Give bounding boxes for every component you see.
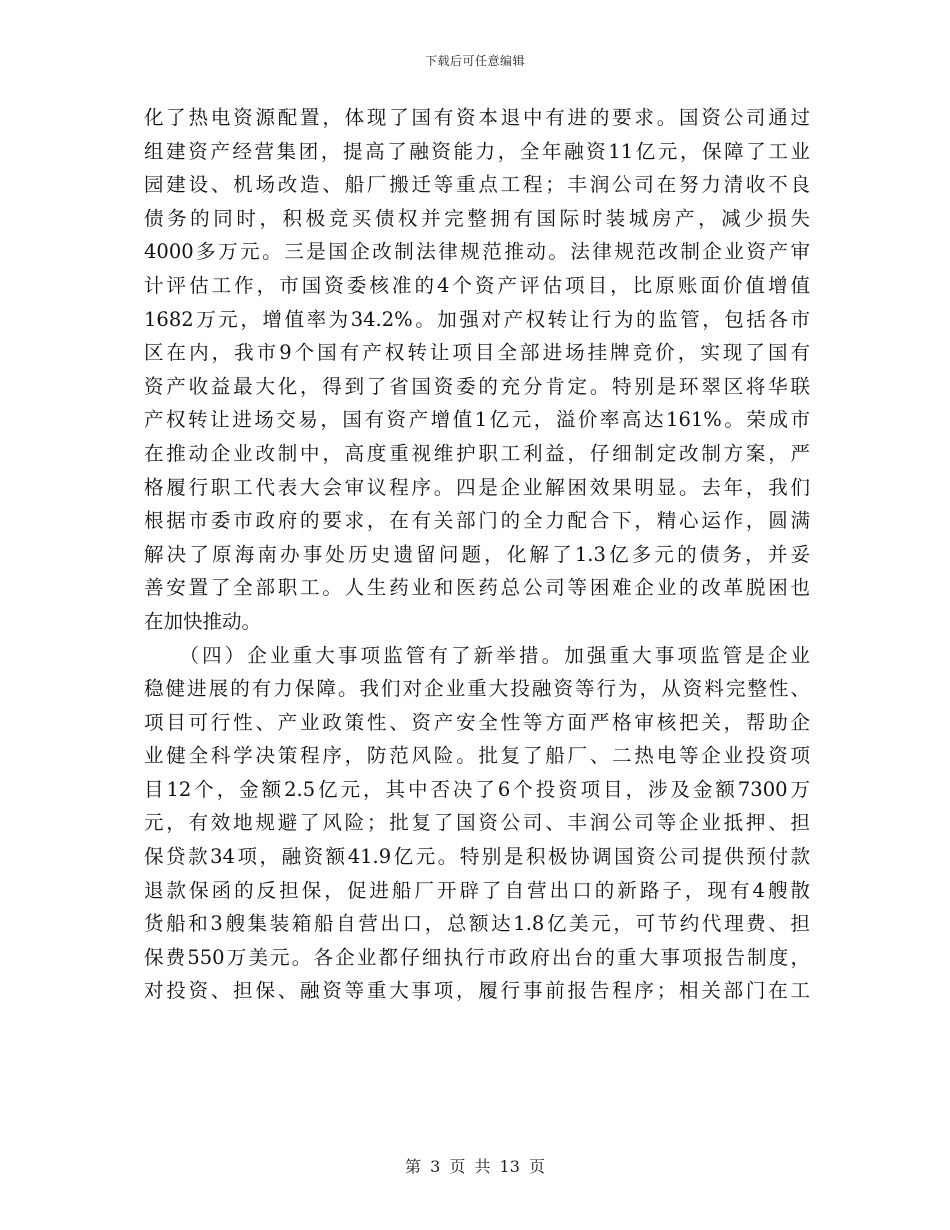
page-footer: 第 3 页 共 13 页 bbox=[405, 1157, 545, 1176]
text-line: 对投资、担保、融资等重大事项，履行事前报告程序；相关部门在工 bbox=[144, 979, 810, 1003]
text-line: 产权转让进场交易，国有资产增值1亿元，溢价率高达161%。荣成市 bbox=[144, 408, 810, 432]
text-line: 保贷款34项，融资额41.9亿元。特别是积极协调国资公司提供预付款 bbox=[144, 845, 810, 869]
text-line: 目12个，金额2.5亿元，其中否决了6个投资项目，涉及金额7300万 bbox=[144, 777, 810, 801]
text-line: 保费550万美元。各企业都仔细执行市政府出台的重大事项报告制度， bbox=[144, 945, 810, 969]
text-line: 区在内，我市9个国有产权转让项目全部进场挂牌竞价，实现了国有 bbox=[144, 341, 810, 365]
text-line: 解决了原海南办事处历史遗留问题，化解了1.3亿多元的债务，并妥 bbox=[144, 542, 810, 566]
page-header: 下载后可任意编辑 bbox=[424, 54, 525, 68]
text-line: 善安置了全部职工。人生药业和医药总公司等困难企业的改革脱困也 bbox=[144, 576, 810, 600]
text-line: 资产收益最大化，得到了省国资委的充分肯定。特别是环翠区将华联 bbox=[144, 374, 810, 398]
text-line: 债务的同时，积极竞买债权并完整拥有国际时装城房产，减少损失 bbox=[144, 206, 810, 230]
text-line: 4000多万元。三是国企改制法律规范推动。法律规范改制企业资产审 bbox=[144, 240, 810, 264]
text-line: 退款保函的反担保，促进船厂开辟了自营出口的新路子，现有4艘散 bbox=[144, 878, 810, 902]
text-line: 业健全科学决策程序，防范风险。批复了船厂、二热电等企业投资项 bbox=[144, 744, 810, 768]
text-line: 稳健进展的有力保障。我们对企业重大投融资等行为，从资料完整性、 bbox=[144, 677, 810, 701]
text-line: 园建设、机场改造、船厂搬迁等重点工程；丰润公司在努力清收不良 bbox=[144, 173, 810, 197]
text-line: 计评估工作，市国资委核准的4个资产评估项目，比原账面价值增值 bbox=[144, 273, 810, 297]
text-line: 货船和3艘集装箱船自营出口，总额达1.8亿美元，可节约代理费、担 bbox=[144, 912, 810, 936]
text-line: 1682万元，增值率为34.2%。加强对产权转让行为的监管，包括各市 bbox=[144, 307, 810, 331]
text-line: 根据市委市政府的要求，在有关部门的全力配合下，精心运作，圆满 bbox=[144, 509, 810, 533]
text-line: 项目可行性、产业政策性、资产安全性等方面严格审核把关，帮助企 bbox=[144, 710, 810, 734]
text-line: 在加快推动。 bbox=[144, 609, 262, 633]
body-text bbox=[144, 101, 810, 1008]
text-line: 组建资产经营集团，提高了融资能力，全年融资11亿元，保障了工业 bbox=[144, 139, 810, 163]
text-line: 元，有效地规避了风险；批复了国资公司、丰润公司等企业抵押、担 bbox=[144, 811, 810, 835]
text-line: 化了热电资源配置，体现了国有资本退中有进的要求。国资公司通过 bbox=[144, 106, 810, 129]
text-line: （四）企业重大事项监管有了新举措。加强重大事项监管是企业 bbox=[144, 643, 810, 667]
text-line: 格履行职工代表大会审议程序。四是企业解困效果明显。去年，我们 bbox=[144, 475, 810, 499]
text-line: 在推动企业改制中，高度重视维护职工利益，仔细制定改制方案，严 bbox=[144, 441, 810, 465]
